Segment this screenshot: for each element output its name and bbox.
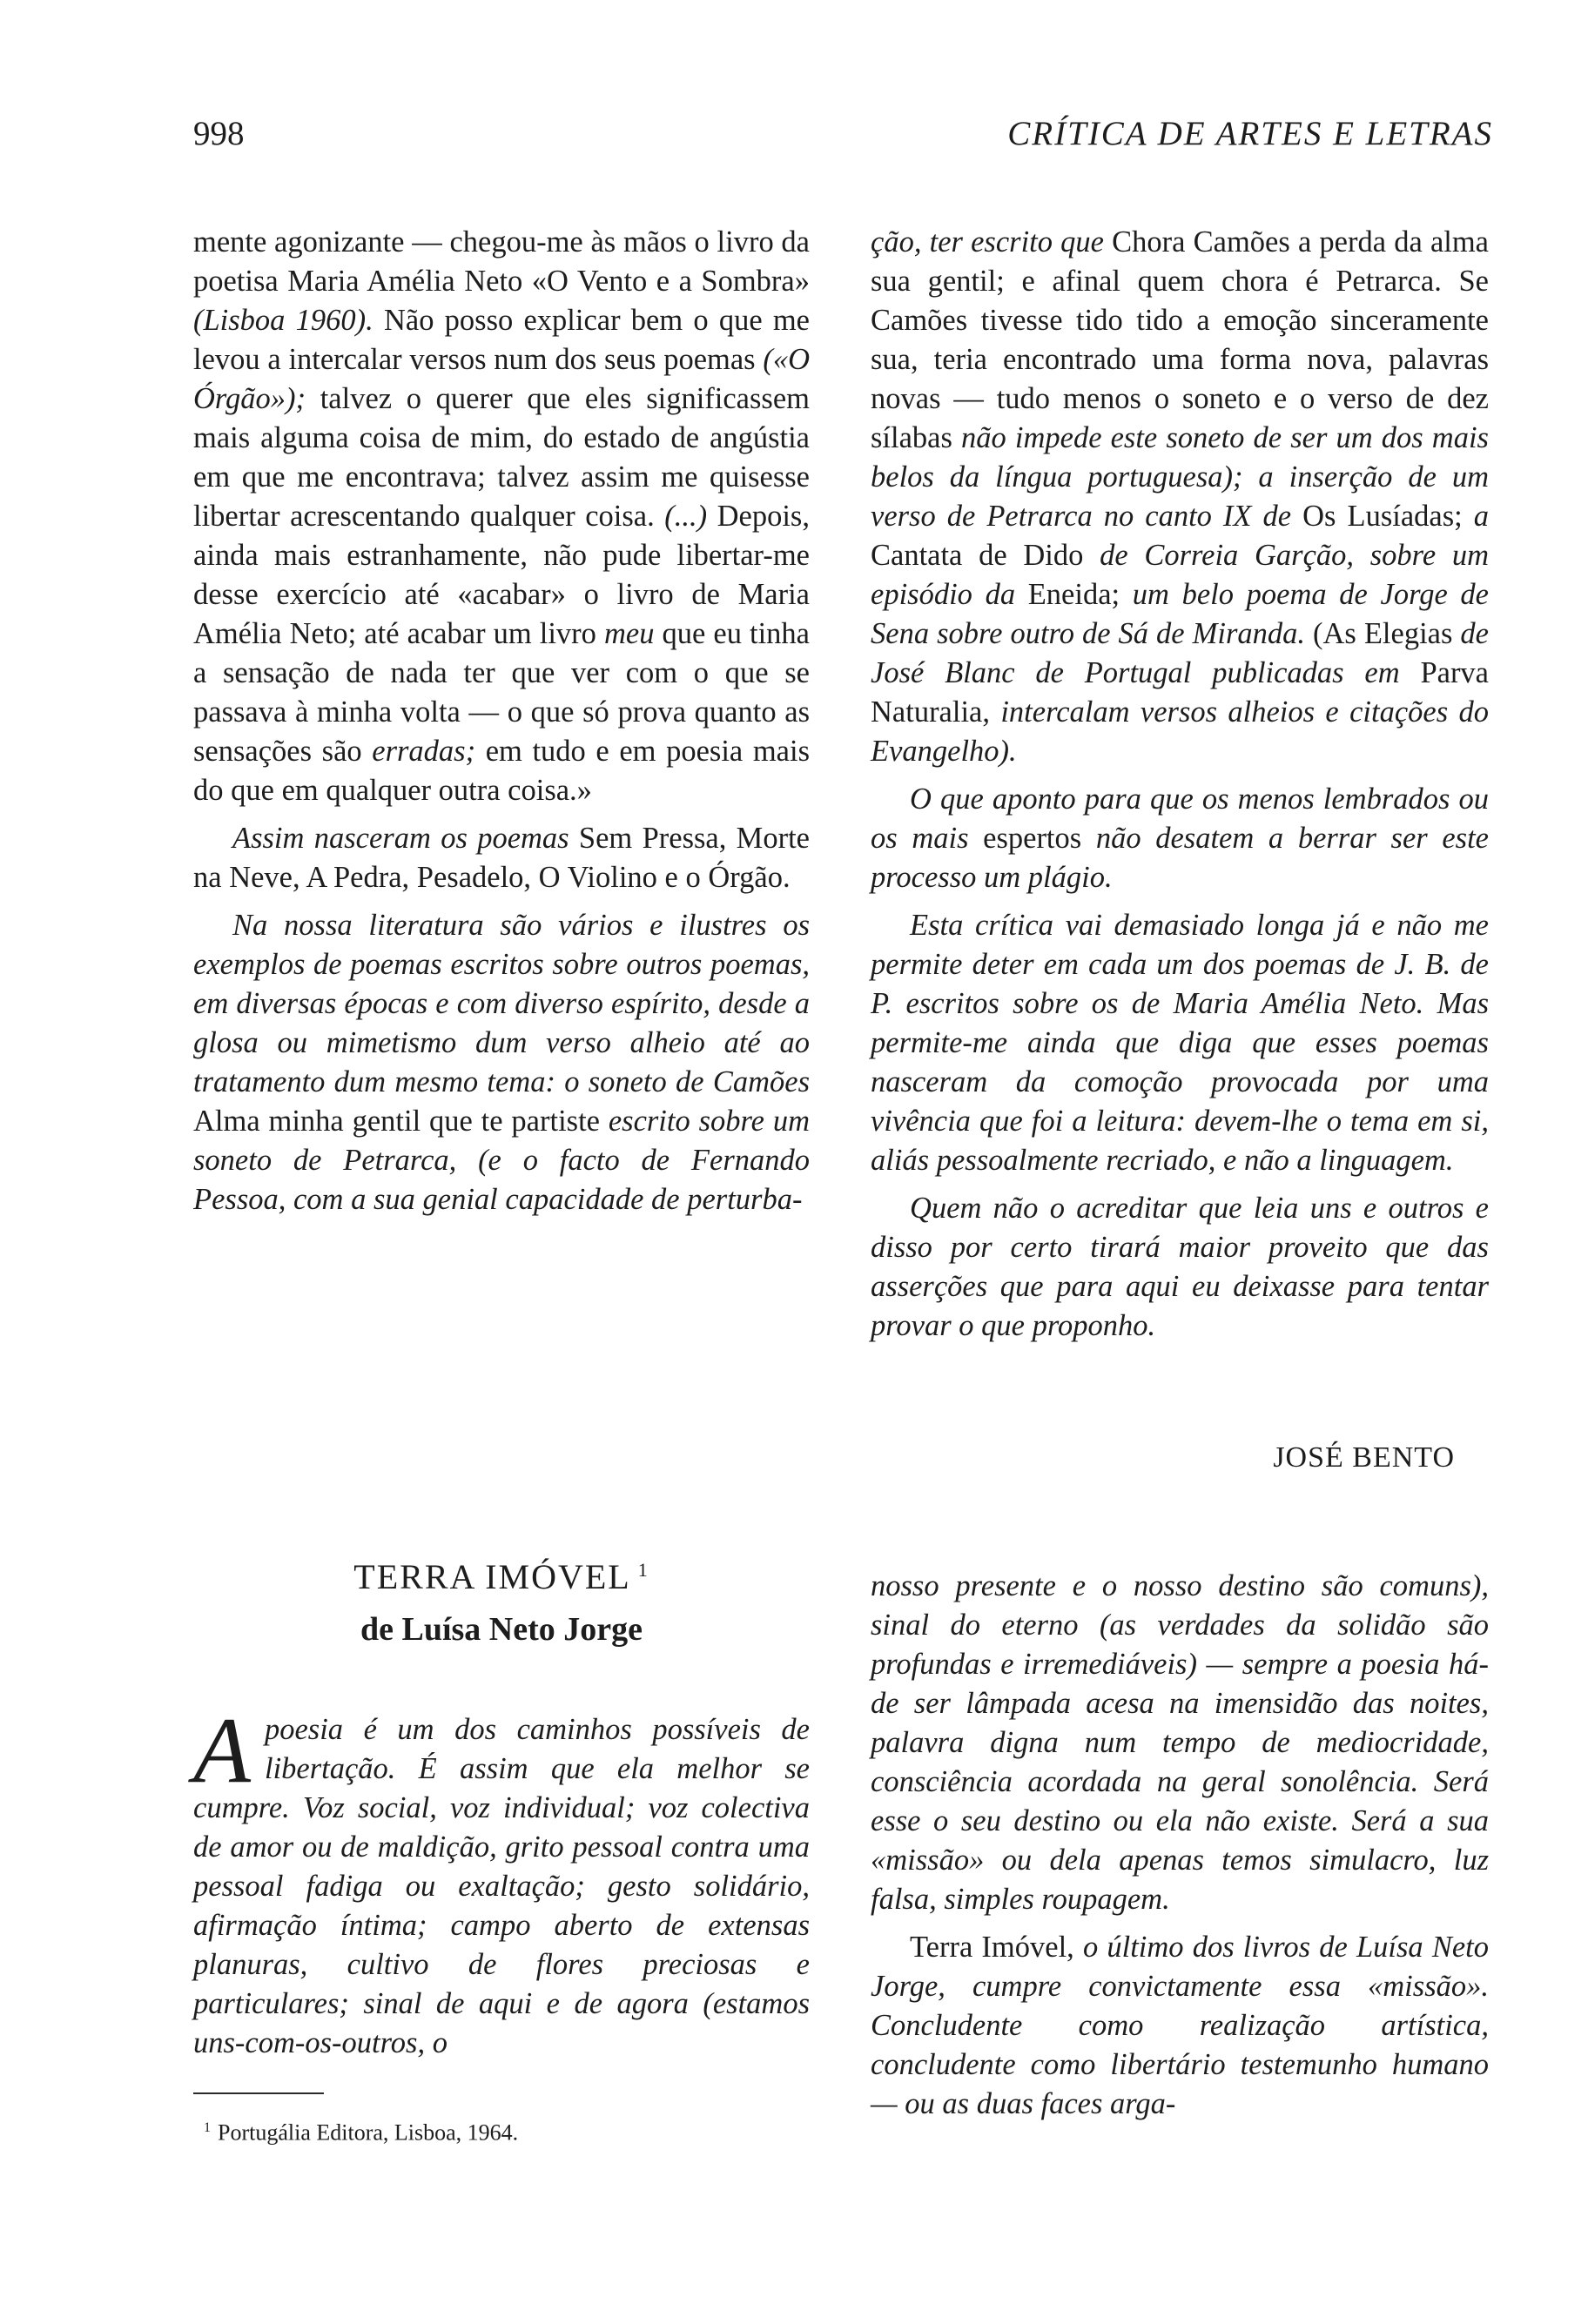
drop-cap: A [193, 1699, 251, 1803]
paragraph: Terra Imóvel, o último dos livros de Luísa Neto Jorge, cumpre convictamente essa «missão». Concludente como realização artística, concludente como libertário testemunho humano — ou as duas faces arga- [871, 1931, 1489, 2120]
footnote-number: 1 [204, 2120, 211, 2135]
body-column-3 [193, 1699, 810, 2063]
author-signature: JOSÉ BENTO [1273, 1441, 1455, 1474]
paragraph: Assim nasceram os poemas Sem Pressa, Morte na Neve, A Pedra, Pesadelo, O Violino e o Órgão. [193, 822, 810, 894]
body-column-2 [871, 223, 1489, 1346]
body-column-1 [193, 223, 810, 1219]
paragraph: mente agonizante — chegou-me às mãos o livro da poetisa Maria Amélia Neto «O Vento e a Sombra» (Lisboa 1960). Não posso explicar bem o que me levou a intercalar versos num dos seus poemas («O Órgão»); talvez o querer que eles significassem mais alguma coisa de mim, do estado de angústia em que me encontrava; talvez assim me quisesse libertar acrescentando qualquer coisa. (...) Depois, ainda mais estranhamente, não pude libertar-me desse exercício até «acabar» o livro de Maria Amélia Neto; até acabar um livro meu que eu tinha a sensação de nada ter que ver com o que se passava à minha volta — o que só prova quanto as sensações são erradas; em tudo e em poesia mais do que em qualquer outra coisa.» [193, 225, 810, 807]
paragraph: Apoesia é um dos caminhos possíveis de libertação. É assim que ela melhor se cumpre. Voz social, voz individual; voz colectiva de amor ou de maldição, grito pessoal contra uma pessoal fadiga ou exaltação; gesto solidário, afirmação íntima; campo aberto de extensas planuras, cultivo de flores preciosas e particulares; sinal de aqui e de agora (estamos uns-com-os-outros, o [193, 1699, 810, 2059]
paragraph: Na nossa literatura são vários e ilustres os exemplos de poemas escritos sobre outros poemas, em diversas épocas e com diverso espírito, desde a glosa ou mimetismo dum verso alheio até ao tratamento dum mesmo tema: o soneto de Camões Alma minha gentil que te partiste escrito sobre um soneto de Petrarca, (e o facto de Fernando Pessoa, com a sua genial capacidade de perturba- [193, 909, 810, 1216]
paragraph: Esta crítica vai demasiado longa já e não me permite deter em cada um dos poemas de J. B. de P. escritos sobre os de Maria Amélia Neto. Mas permite-me ainda que diga que esses poemas nasceram da comoção provocada por uma vivência que foi a leitura: devem-lhe o tema em si, aliás pessoalmente recriado, e não a linguagem. [871, 909, 1489, 1177]
footnote [204, 2113, 518, 2148]
review-author: de Luísa Neto Jorge [360, 1611, 643, 1648]
paragraph: O que aponto para que os menos lembrados ou os mais espertos não desatem a berrar ser este processo um plágio. [871, 783, 1489, 894]
running-title: CRÍTICA DE ARTES E LETRAS [1007, 115, 1493, 152]
footnote-rule [193, 2092, 324, 2094]
review-title [193, 1556, 810, 1597]
paragraph: ção, ter escrito que Chora Camões a perda da alma sua gentil; e afinal quem chora é Petrarca. Se Camões tivesse tido tido a emoção sinceramente sua, teria encontrado uma forma nova, palavras novas — tudo menos o soneto e o verso de dez sílabas não impede este soneto de ser um dos mais belos da língua portuguesa); a inserção de um verso de Petrarca no canto IX de Os Lusíadas; a Cantata de Dido de Correia Garção, sobre um episódio da Eneida; um belo poema de Jorge de Sena sobre outro de Sá de Miranda. (As Elegias de José Blanc de Portugal publicadas em Parva Naturalia, intercalam versos alheios e citações do Evangelho). [871, 225, 1490, 768]
paragraph: nosso presente e o nosso destino são comuns), sinal do eterno (as verdades da solidão são profundas e irremediáveis) — sempre a poesia há-de ser lâmpada acesa na imensidão das noites, palavra digna num tempo de mediocridade, consciência acordada na geral sonolência. Será esse o seu destino ou ela não existe. Será a sua «missão» ou dela apenas temos simulacro, luz falsa, simples roupagem. [871, 1569, 1489, 1916]
paragraph: Quem não o acreditar que leia uns e outros e disso por certo tirará maior proveito que das asserções que para aqui eu deixasse para tentar provar o que proponho. [871, 1192, 1489, 1342]
review-title-text: TERRA IMÓVEL [353, 1557, 631, 1596]
footnote-text: Portugália Editora, Lisboa, 1964. [218, 2119, 519, 2146]
page-number: 998 [193, 115, 245, 152]
body-column-4 [871, 1567, 1489, 2124]
footnote-mark: 1 [637, 1558, 649, 1581]
